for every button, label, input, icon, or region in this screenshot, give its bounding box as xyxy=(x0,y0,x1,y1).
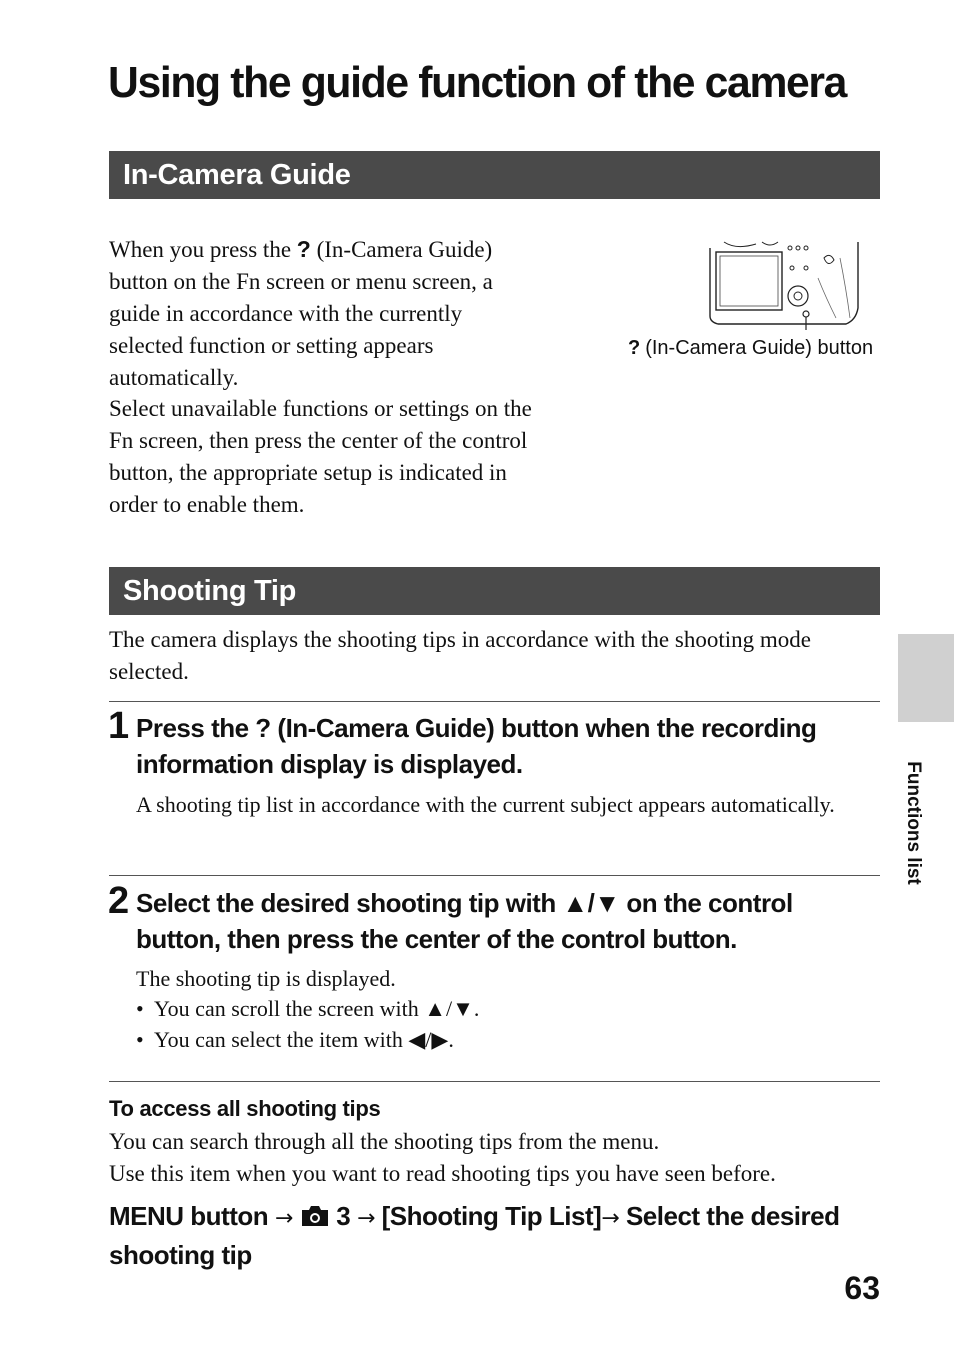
step-2-number: 2 xyxy=(108,880,130,922)
step-2-body: The shooting tip is displayed. xyxy=(136,966,396,991)
arrow-right-icon: → xyxy=(601,1206,620,1231)
arrow-right-icon: → xyxy=(356,1206,375,1231)
paragraph-text-end: (In-Camera Guide) button on the Fn screen or menu screen, a guide in accordance with the currently selected function or setting appears automatically. xyxy=(109,237,493,390)
camera-back-illustration-icon xyxy=(706,238,866,330)
step-2-bullet-list xyxy=(136,993,836,1055)
access-tips-line-2: Use this item when you want to read shooting tips you have seen before. xyxy=(109,1161,776,1186)
list-item: • You can select the item with ◀/▶. xyxy=(136,1024,836,1055)
step-1-heading xyxy=(136,710,876,782)
question-mark-icon: ? xyxy=(296,236,311,262)
shooting-tip-intro: The camera displays the shooting tips in accordance with the shooting mode selected. xyxy=(109,627,811,684)
menu-button-label: MENU button xyxy=(109,1201,269,1231)
arrow-right-icon: → xyxy=(274,1206,293,1231)
step-1-body: A shooting tip list in accordance with the current subject appears automatically. xyxy=(136,792,835,817)
divider xyxy=(109,1081,880,1082)
question-mark-icon: ? xyxy=(628,337,641,359)
access-tips-heading: To access all shooting tips xyxy=(109,1096,381,1121)
side-tab-label: Functions list xyxy=(903,761,924,885)
section-heading-shooting-tip: Shooting Tip xyxy=(109,567,880,615)
page-title: Using the guide function of the camera xyxy=(108,58,847,107)
step-1-number: 1 xyxy=(108,705,130,747)
menu-item-label: [Shooting Tip List] xyxy=(381,1201,602,1231)
menu-final-step: Select the desired shooting tip xyxy=(109,1201,840,1270)
unavailable-functions-paragraph: Select unavailable functions or settings on the Fn screen, then press the center of the control button, the appropriate setup is indicated in order to enable them. xyxy=(109,396,532,517)
section-heading-in-camera-guide: In-Camera Guide xyxy=(109,151,880,199)
figure-caption xyxy=(628,337,873,360)
step-1-heading-end: (In-Camera Guide) button when the recording information display is displayed. xyxy=(136,713,817,779)
in-camera-guide-paragraph xyxy=(109,233,539,394)
camera-icon xyxy=(300,1204,330,1228)
figure-caption-text: (In-Camera Guide) button xyxy=(645,337,874,359)
menu-path xyxy=(109,1198,889,1273)
side-tab-marker xyxy=(898,634,954,722)
list-item: • You can scroll the screen with ▲/▼. xyxy=(136,993,836,1024)
menu-page-number: 3 xyxy=(336,1201,351,1231)
step-1-heading-start: Press the xyxy=(136,713,256,743)
divider xyxy=(109,875,880,876)
question-mark-icon: ? xyxy=(255,713,271,743)
access-tips-line-1: You can search through all the shooting tips from the menu. xyxy=(109,1129,660,1154)
divider xyxy=(109,701,880,702)
paragraph-text-start: When you press the xyxy=(109,237,297,262)
step-2-heading: Select the desired shooting tip with ▲/▼ on the control button, then press the center of the control button. xyxy=(136,888,793,954)
page-number: 63 xyxy=(844,1270,880,1306)
